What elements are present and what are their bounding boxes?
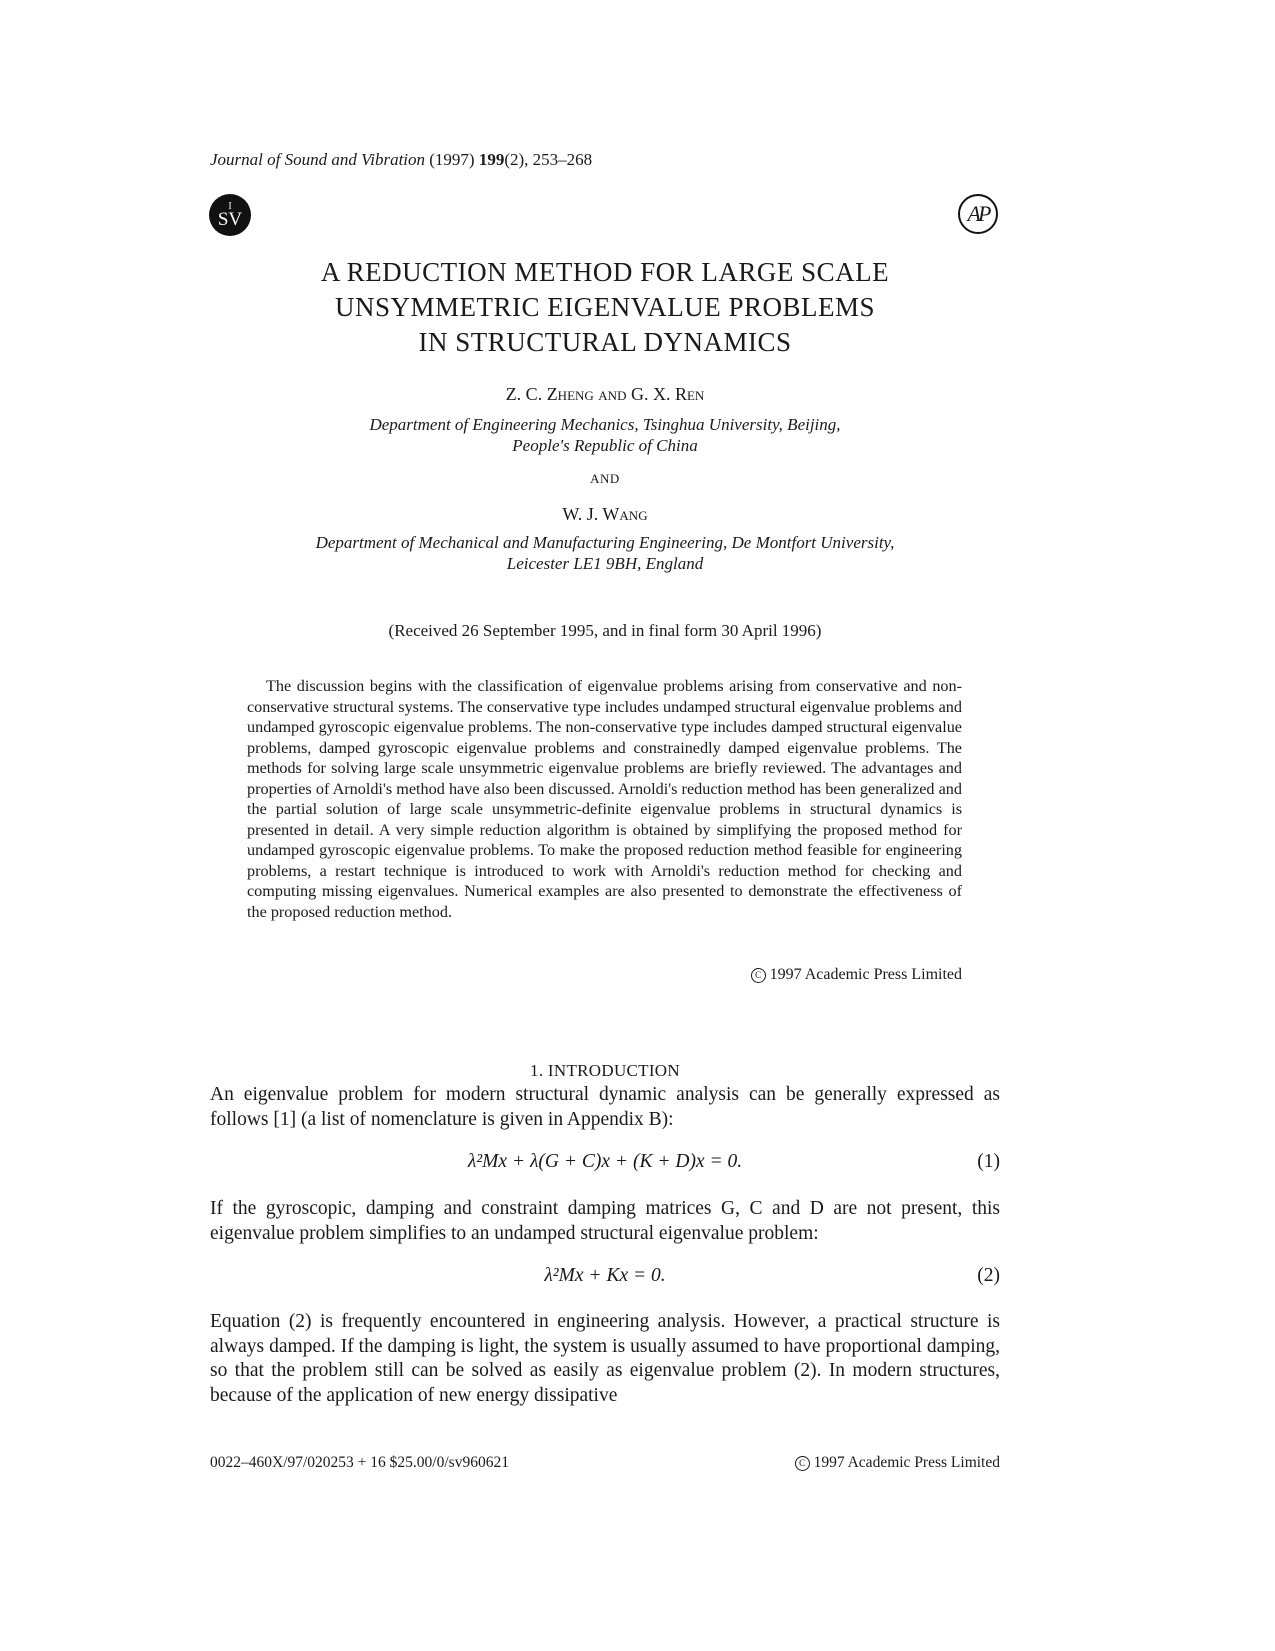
abstract: The discussion begins with the classification of eigenvalue problems arising from conservative and non-conservative structural systems. The conservative type includes undamped structural eigenvalue problems and undamped gyroscopic eigenvalue problems. The non-conservative type includes damped structural eigenvalue problems, damped gyroscopic eigenvalue problems and constrainedly damped eigenvalue problems. The methods for solving large scale unsymmetric eigenvalue problems are briefly reviewed. The advantages and properties of Arnoldi's method have also been discussed. Arnoldi's reduction method has been generalized and the partial solution of large scale unsymmetric-definite eigenvalue problems in structural dynamics is presented in detail. A very simple reduction algorithm is obtained by simplifying the proposed method for undamped gyroscopic eigenvalue problems. To make the proposed reduction method feasible for engineering problems, a restart technique is introduced to work with Arnoldi's reduction method for checking and computing missing eigenvalues. Numerical examples are also presented to demonstrate the effectiveness of the proposed reduction method. (247, 677, 962, 921)
and-separator: AND (590, 471, 620, 486)
received-dates: (Received 26 September 1995, and in final form 30 April 1996) (388, 621, 822, 640)
journal-issue-pages: (2), 253–268 (504, 150, 593, 169)
equation-number: (2) (977, 1265, 1000, 1286)
equation: λ²Mx + λ(G + C)x + (K + D)x = 0. (467, 1151, 743, 1172)
title-line: UNSYMMETRIC EIGENVALUE PROBLEMS (334, 292, 876, 322)
journal-name: Journal of Sound and Vibration (210, 150, 426, 169)
affiliation-secondary (210, 532, 1000, 574)
equation-number: (1) (977, 1151, 1000, 1172)
sv-logo-text: SV (217, 208, 243, 230)
journal-citation (210, 150, 592, 170)
sv-logo: I SV (209, 194, 251, 236)
affiliation-line: People's Republic of China (512, 436, 698, 455)
body-paragraph: An eigenvalue problem for modern structural dynamic analysis can be generally expressed as follows [1] (a list of nomenclature is given in Appendix B): (210, 1084, 1000, 1130)
copyright-icon: C (795, 1456, 810, 1471)
title-line: A REDUCTION METHOD FOR LARGE SCALE (320, 257, 890, 287)
ap-logo-text: AP (967, 201, 989, 226)
paper-title (210, 255, 1000, 360)
affiliation-line: Department of Engineering Mechanics, Tsinghua University, Beijing, (369, 415, 841, 434)
section-heading: 1. INTRODUCTION (530, 1061, 680, 1080)
affiliation-line: Department of Mechanical and Manufacturing Engineering, De Montfort University, (315, 533, 895, 552)
body-paragraph: If the gyroscopic, damping and constraint damping matrices G, C and D are not present, this eigenvalue problem simplifies to an undamped structural eigenvalue problem: (210, 1198, 1000, 1244)
title-line: IN STRUCTURAL DYNAMICS (418, 327, 792, 357)
journal-year: (1997) (429, 150, 475, 169)
journal-volume: 199 (478, 150, 505, 169)
copyright-icon: C (751, 968, 766, 983)
footer-copyright: C 1997 Academic Press Limited (795, 1454, 1000, 1472)
affiliation-primary (210, 414, 1000, 456)
equation: λ²Mx + Kx = 0. (544, 1265, 666, 1286)
affiliation-line: Leicester LE1 9BH, England (506, 554, 704, 573)
authors-secondary: W. J. Wang (562, 504, 648, 524)
abstract-copyright: C 1997 Academic Press Limited (751, 966, 962, 984)
body-paragraph: Equation (2) is frequently encountered in engineering analysis. However, a practical structure is always damped. If the damping is light, the system is usually assumed to have proportional damping, so that the problem still can be solved as easily as eigenvalue problem (2). In modern structures, because of the application of new energy dissipative (210, 1311, 1000, 1406)
ap-logo (958, 194, 998, 234)
footer-code: 0022–460X/97/020253 + 16 $25.00/0/sv960621 (210, 1454, 509, 1471)
authors-primary: Z. C. Zheng and G. X. Ren (505, 384, 705, 404)
